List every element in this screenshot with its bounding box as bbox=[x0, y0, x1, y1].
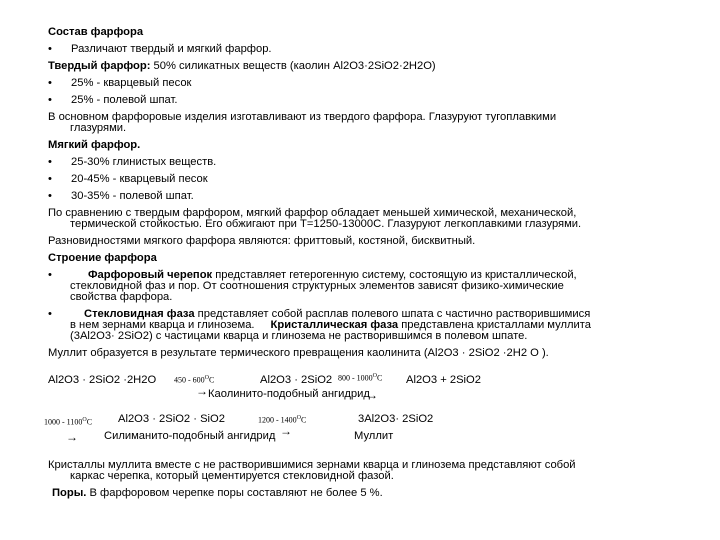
reaction1-arrow-1: → bbox=[196, 384, 208, 398]
mullite-line: Муллит образуется в результате термического превращения каолинита (Al2O3 · 2SiO2 ·2H2 O ). bbox=[48, 347, 549, 359]
reaction1-product-label: Каолинито-подобный ангидрид bbox=[208, 388, 370, 400]
shard-line-3: свойства фарфора. bbox=[70, 291, 173, 303]
reaction2-arrow-1: → bbox=[66, 430, 78, 444]
hard-note-line-2: глазурями. bbox=[70, 122, 127, 134]
shard-text: представляет гетерогенную систему, состоящую из кристаллической, bbox=[212, 269, 577, 281]
soft-porcelain-label: Мягкий фарфор. bbox=[48, 139, 141, 151]
reaction2-product: 3Al2O3· 2SiO2 bbox=[358, 413, 434, 425]
hard-porcelain-label: Твердый фарфор: bbox=[48, 60, 151, 72]
hard-note-line-1: В основном фарфоровые изделия изготавливают из твердого фарфора. Глазуруют тугоплавкими bbox=[48, 111, 557, 123]
reaction2-label-1: Силиманито-подобный ангидрид bbox=[104, 430, 276, 442]
shard-line-2: стекловидной фаз и пор. От соотношения структурных элементов зависят физико-химические bbox=[70, 280, 564, 292]
closing-line-2: каркас черепка, который цементируется стекловидной фазой. bbox=[70, 470, 394, 482]
reaction2-arrow-2: → bbox=[280, 424, 292, 438]
pores-text: В фарфоровом черепке поры составляют не более 5 %. bbox=[86, 487, 383, 499]
reaction1-right: Al2O3 + 2SiO2 bbox=[406, 374, 481, 386]
glass-line-3: (3Al2O3· 2SiO2) с частицами кварца и глинозема не растворившимся в полевом шпате. bbox=[70, 330, 528, 342]
hard-bullet-1: 25% - кварцевый песок bbox=[71, 77, 192, 89]
soft-bullet-2: 20-45% - кварцевый песок bbox=[71, 173, 208, 185]
bullet-marker: • bbox=[48, 94, 52, 106]
hard-porcelain-text: 50% силикатных веществ (каолин Al2O3·2SiO2·2H2O) bbox=[150, 60, 436, 72]
bullet-marker: • bbox=[48, 308, 52, 320]
bullet-marker: • bbox=[48, 269, 52, 281]
pores-label: Поры. bbox=[52, 487, 87, 499]
reaction2-temp2: $1200 - 1400^OC$ bbox=[258, 415, 307, 425]
bullet-marker: • bbox=[48, 77, 52, 89]
closing-line-1: Кристаллы муллита вместе с не растворившимися зернами кварца и глинозема представляют собой bbox=[48, 459, 576, 471]
soft-bullet-1: 25-30% глинистых веществ. bbox=[71, 156, 217, 168]
bullet-marker: • bbox=[48, 43, 52, 55]
glass-text: представляет собой расплав полевого шпата с частично растворившимися bbox=[194, 308, 591, 320]
reaction2-temp1: $1000 - 1100^OC$ bbox=[44, 417, 93, 427]
intro-bullet: Различают твердый и мягкий фарфор. bbox=[71, 43, 272, 55]
bullet-marker: • bbox=[48, 190, 52, 202]
structure-label: Строение фарфора bbox=[48, 252, 157, 264]
reaction1-mid: Al2O3 · 2SiO2 bbox=[260, 374, 333, 386]
hard-bullet-2: 25% - полевой шпат. bbox=[71, 94, 178, 106]
bullet-marker: • bbox=[48, 173, 52, 185]
crystalline-term: Кристаллическая фаза bbox=[270, 319, 399, 331]
soft-compare-line-1: По сравнению с твердым фарфором, мягкий фарфор обладает меньшей химической, механической, bbox=[48, 207, 577, 219]
reaction1-temp2: $800 - 1000^OC$ bbox=[338, 373, 383, 383]
reaction1-left: Al2O3 · 2SiO2 ·2H2O bbox=[48, 374, 157, 386]
soft-bullet-3: 30-35% - полевой шпат. bbox=[71, 190, 194, 202]
reaction1-temp1: $450 - 600^OC$ bbox=[174, 375, 215, 385]
reaction1-arrow-2: → bbox=[366, 388, 378, 402]
soft-varieties: Разновидностями мягкого фарфора являются: фриттовый, костяной, бисквитный. bbox=[48, 235, 476, 247]
glass-term: Стекловидная фаза bbox=[84, 308, 195, 320]
bullet-marker: • bbox=[48, 156, 52, 168]
section-title: Состав фарфора bbox=[48, 26, 144, 38]
reaction2-label-2: Муллит bbox=[354, 430, 394, 442]
hard-porcelain-line bbox=[48, 60, 436, 73]
reaction2-formula: Al2O3 · 2SiO2 · SiO2 bbox=[118, 413, 225, 425]
shard-term: Фарфоровый черепок bbox=[88, 269, 213, 281]
crystalline-text: представлена кристаллами муллита bbox=[398, 319, 591, 331]
glass-text-2a: в нем зернами кварца и глинозема. bbox=[70, 319, 255, 331]
pores-line bbox=[52, 487, 383, 500]
soft-compare-line-2: термической стойкостью. Его обжигают при Т=1250-13000С. Глазуруют легкоплавкими глазурями. bbox=[70, 218, 582, 230]
